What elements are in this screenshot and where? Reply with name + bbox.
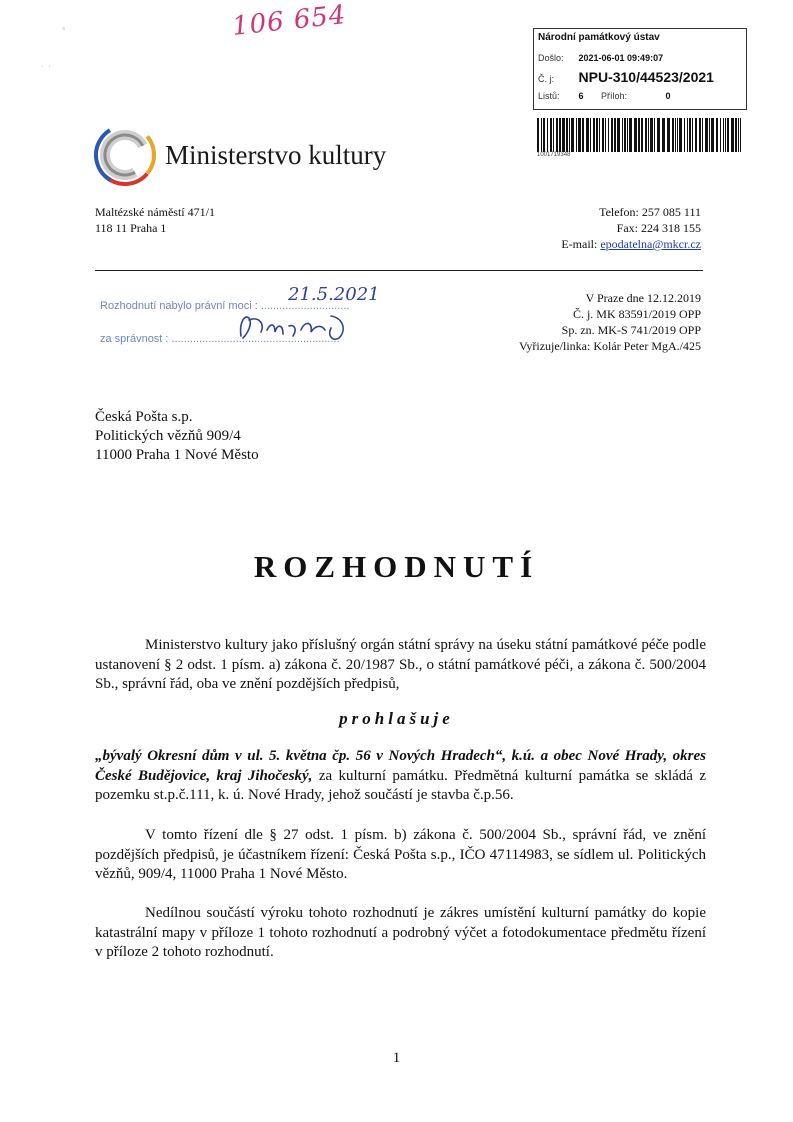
- barcode-bar: [586, 118, 589, 152]
- barcode-bar: [699, 118, 701, 152]
- barcode-bar: [725, 118, 726, 152]
- barcode-bar: [716, 118, 718, 152]
- place-date: V Praze dne 12.12.2019: [585, 291, 701, 305]
- barcode-bar: [576, 118, 577, 152]
- barcode-bar: [672, 118, 674, 152]
- dotted-line: .............................: [260, 300, 350, 312]
- barcode-bar: [596, 118, 598, 152]
- stamp-received-label: Došlo:: [538, 53, 564, 63]
- barcode-bar: [662, 118, 665, 152]
- barcode-bar: [543, 118, 545, 152]
- ministry-contact: [561, 204, 701, 252]
- receipt-stamp: [533, 28, 747, 110]
- paragraph-text: Nedílnou součástí výroku tohoto rozhodnutí je zákres umístění kulturní památky do kopie katastrální mapy v příloze 1 tohoto rozhodnutí a podrobný výčet a fotodokumentace předmětu řízení v příloze 2 tohoto rozhodnutí.: [95, 905, 706, 960]
- reference-block: [519, 290, 701, 354]
- page-number: 1: [392, 1050, 401, 1066]
- barcode-bar: [559, 118, 561, 152]
- barcode-bar: [727, 118, 729, 152]
- barcode-bar: [605, 118, 606, 152]
- barcode-bar: [641, 118, 643, 152]
- barcode-bar: [679, 118, 682, 152]
- recipient-line: 11000 Praha 1 Nové Město: [95, 447, 259, 463]
- header-divider: [95, 270, 703, 271]
- barcode-bar: [689, 118, 691, 152]
- barcode-number: 1001719348: [537, 152, 571, 158]
- barcode-bar: [723, 118, 724, 152]
- barcode-bar: [692, 118, 693, 152]
- reference-cj: Č. j. MK 83591/2019 OPP: [572, 307, 701, 321]
- stamp-sheets-value: 6: [578, 91, 584, 101]
- address-line: 118 11 Praha 1: [95, 221, 167, 235]
- ministry-address: [95, 204, 215, 236]
- paragraph-intro: [95, 636, 706, 695]
- barcode-bar: [677, 118, 678, 152]
- barcode-bar: [684, 118, 685, 152]
- email-label: E-mail:: [561, 237, 601, 251]
- barcode-bar: [624, 118, 626, 152]
- reference-spzn: Sp. zn. MK-S 741/2019 OPP: [561, 323, 701, 337]
- ministry-logo: [94, 124, 156, 186]
- barcode-bar: [614, 118, 616, 152]
- barcode-bar: [709, 118, 710, 152]
- barcode-bar: [657, 118, 660, 152]
- dotted-line: .......................................................: [171, 333, 340, 345]
- barcode: [537, 118, 743, 152]
- barcode-bar: [547, 118, 548, 152]
- barcode-bar: [731, 118, 734, 152]
- barcode-bar: [562, 118, 565, 152]
- barcode-bar: [537, 118, 539, 152]
- pencil-mark: ˢ: [62, 26, 66, 36]
- monument-name: „bývalý Okresní dům v ul. 5. května čp. 56 v Nových Hradech“, k.ú. a obec Nové Hrady, okres České Budějovice, kraj Jihočeský,: [95, 748, 706, 784]
- barcode-bar: [648, 118, 649, 152]
- barcode-bar: [571, 118, 574, 152]
- barcode-bar: [582, 118, 584, 152]
- barcode-bar: [650, 118, 653, 152]
- barcode-bar: [553, 118, 554, 152]
- fax: Fax: 224 318 155: [616, 221, 701, 235]
- declares-heading: prohlašuje: [339, 709, 454, 728]
- paragraph-attachments: [95, 904, 706, 963]
- paragraph-declaration: [95, 747, 706, 806]
- barcode-bar: [711, 118, 714, 152]
- barcode-bar: [627, 118, 628, 152]
- paragraph-text: V tomto řízení dle § 27 odst. 1 písm. b) zákona č. 500/2004 Sb., správní řád, ve znění pozdějších předpisů, je účastníkem řízení: Česká Pošta s.p., IČO 47114983, se sídlem ul. Politických vězňů, 909/4, 11000 Praha 1 Nové Město.: [95, 827, 706, 882]
- recipient-line: Politických vězňů 909/4: [95, 428, 241, 444]
- stamp-received-value: 2021-06-01 09:49:07: [578, 53, 664, 63]
- stamp-attachments-label: Příloh:: [601, 91, 628, 101]
- ministry-name: Ministerstvo kultury: [165, 140, 387, 170]
- barcode-bar: [602, 118, 604, 152]
- recipient-address: [95, 408, 259, 465]
- email-link[interactable]: epodatelna@mkcr.cz: [600, 237, 701, 251]
- barcode-bar: [590, 118, 591, 152]
- legal-stamp-label: Rozhodnutí nabylo právní moci :: [100, 300, 258, 312]
- barcode-bar: [735, 118, 737, 152]
- pencil-mark: ˙ ˙: [40, 66, 52, 76]
- barcode-bar: [578, 118, 581, 152]
- barcode-bar: [687, 118, 688, 152]
- barcode-bar: [569, 118, 570, 152]
- handwritten-date: 21.5.2021: [288, 284, 380, 305]
- stamp-ref-label: Č. j:: [538, 74, 555, 84]
- barcode-bar: [740, 118, 741, 152]
- barcode-bar: [550, 118, 552, 152]
- barcode-bar: [695, 118, 697, 152]
- barcode-bar: [556, 118, 558, 152]
- barcode-bar: [675, 118, 676, 152]
- barcode-bar: [667, 118, 670, 152]
- barcode-bar: [638, 118, 640, 152]
- paragraph-participant: [95, 826, 706, 885]
- barcode-bar: [720, 118, 721, 152]
- barcode-bar: [634, 118, 637, 152]
- barcode-bar: [593, 118, 595, 152]
- correctness-label: za správnost :: [100, 333, 169, 345]
- barcode-bar: [738, 118, 739, 152]
- stamp-ref-value: NPU-310/44523/2021: [578, 69, 714, 85]
- address-line: Maltézské náměstí 471/1: [95, 205, 215, 219]
- barcode-bar: [599, 118, 600, 152]
- barcode-bar: [705, 118, 708, 152]
- stamp-sheets-label: Listů:: [538, 91, 560, 101]
- email-line: [561, 236, 701, 252]
- reference-handler: Vyřizuje/linka: Kolár Peter MgA./425: [519, 339, 701, 353]
- paragraph-text: za kulturní památku. Předmětná kulturní památka se skládá z pozemku st.p.č.111, k. ú. Nové Hrady, jehož součástí je stavba č.p.56.: [95, 767, 706, 803]
- document-title: ROZHODNUTÍ: [253, 549, 540, 584]
- handwritten-signature: [235, 310, 365, 344]
- recipient-line: Česká Pošta s.p.: [95, 409, 193, 425]
- phone: Telefon: 257 085 111: [599, 205, 701, 219]
- barcode-bar: [617, 118, 620, 152]
- barcode-bar: [622, 118, 623, 152]
- handwritten-number: 106 654: [230, 0, 348, 42]
- barcode-bar: [566, 118, 568, 152]
- barcode-bar: [541, 118, 542, 152]
- stamp-org: Národní památkový ústav: [538, 32, 660, 43]
- barcode-bar: [645, 118, 647, 152]
- paragraph-text: Ministerstvo kultury jako příslušný orgán státní správy na úseku státní památkové péče podle ustanovení § 2 odst. 1 písm. a) zákona č. 20/1987 Sb., o státní památkové péči, a zákona č. 500/2004 Sb., správní řád, oba ve znění pozdějších předpisů,: [95, 637, 706, 692]
- barcode-bar: [702, 118, 703, 152]
- barcode-bar: [608, 118, 609, 152]
- barcode-bar: [629, 118, 632, 152]
- barcode-bar: [611, 118, 613, 152]
- stamp-attachments-value: 0: [665, 91, 671, 101]
- barcode-bar: [654, 118, 655, 152]
